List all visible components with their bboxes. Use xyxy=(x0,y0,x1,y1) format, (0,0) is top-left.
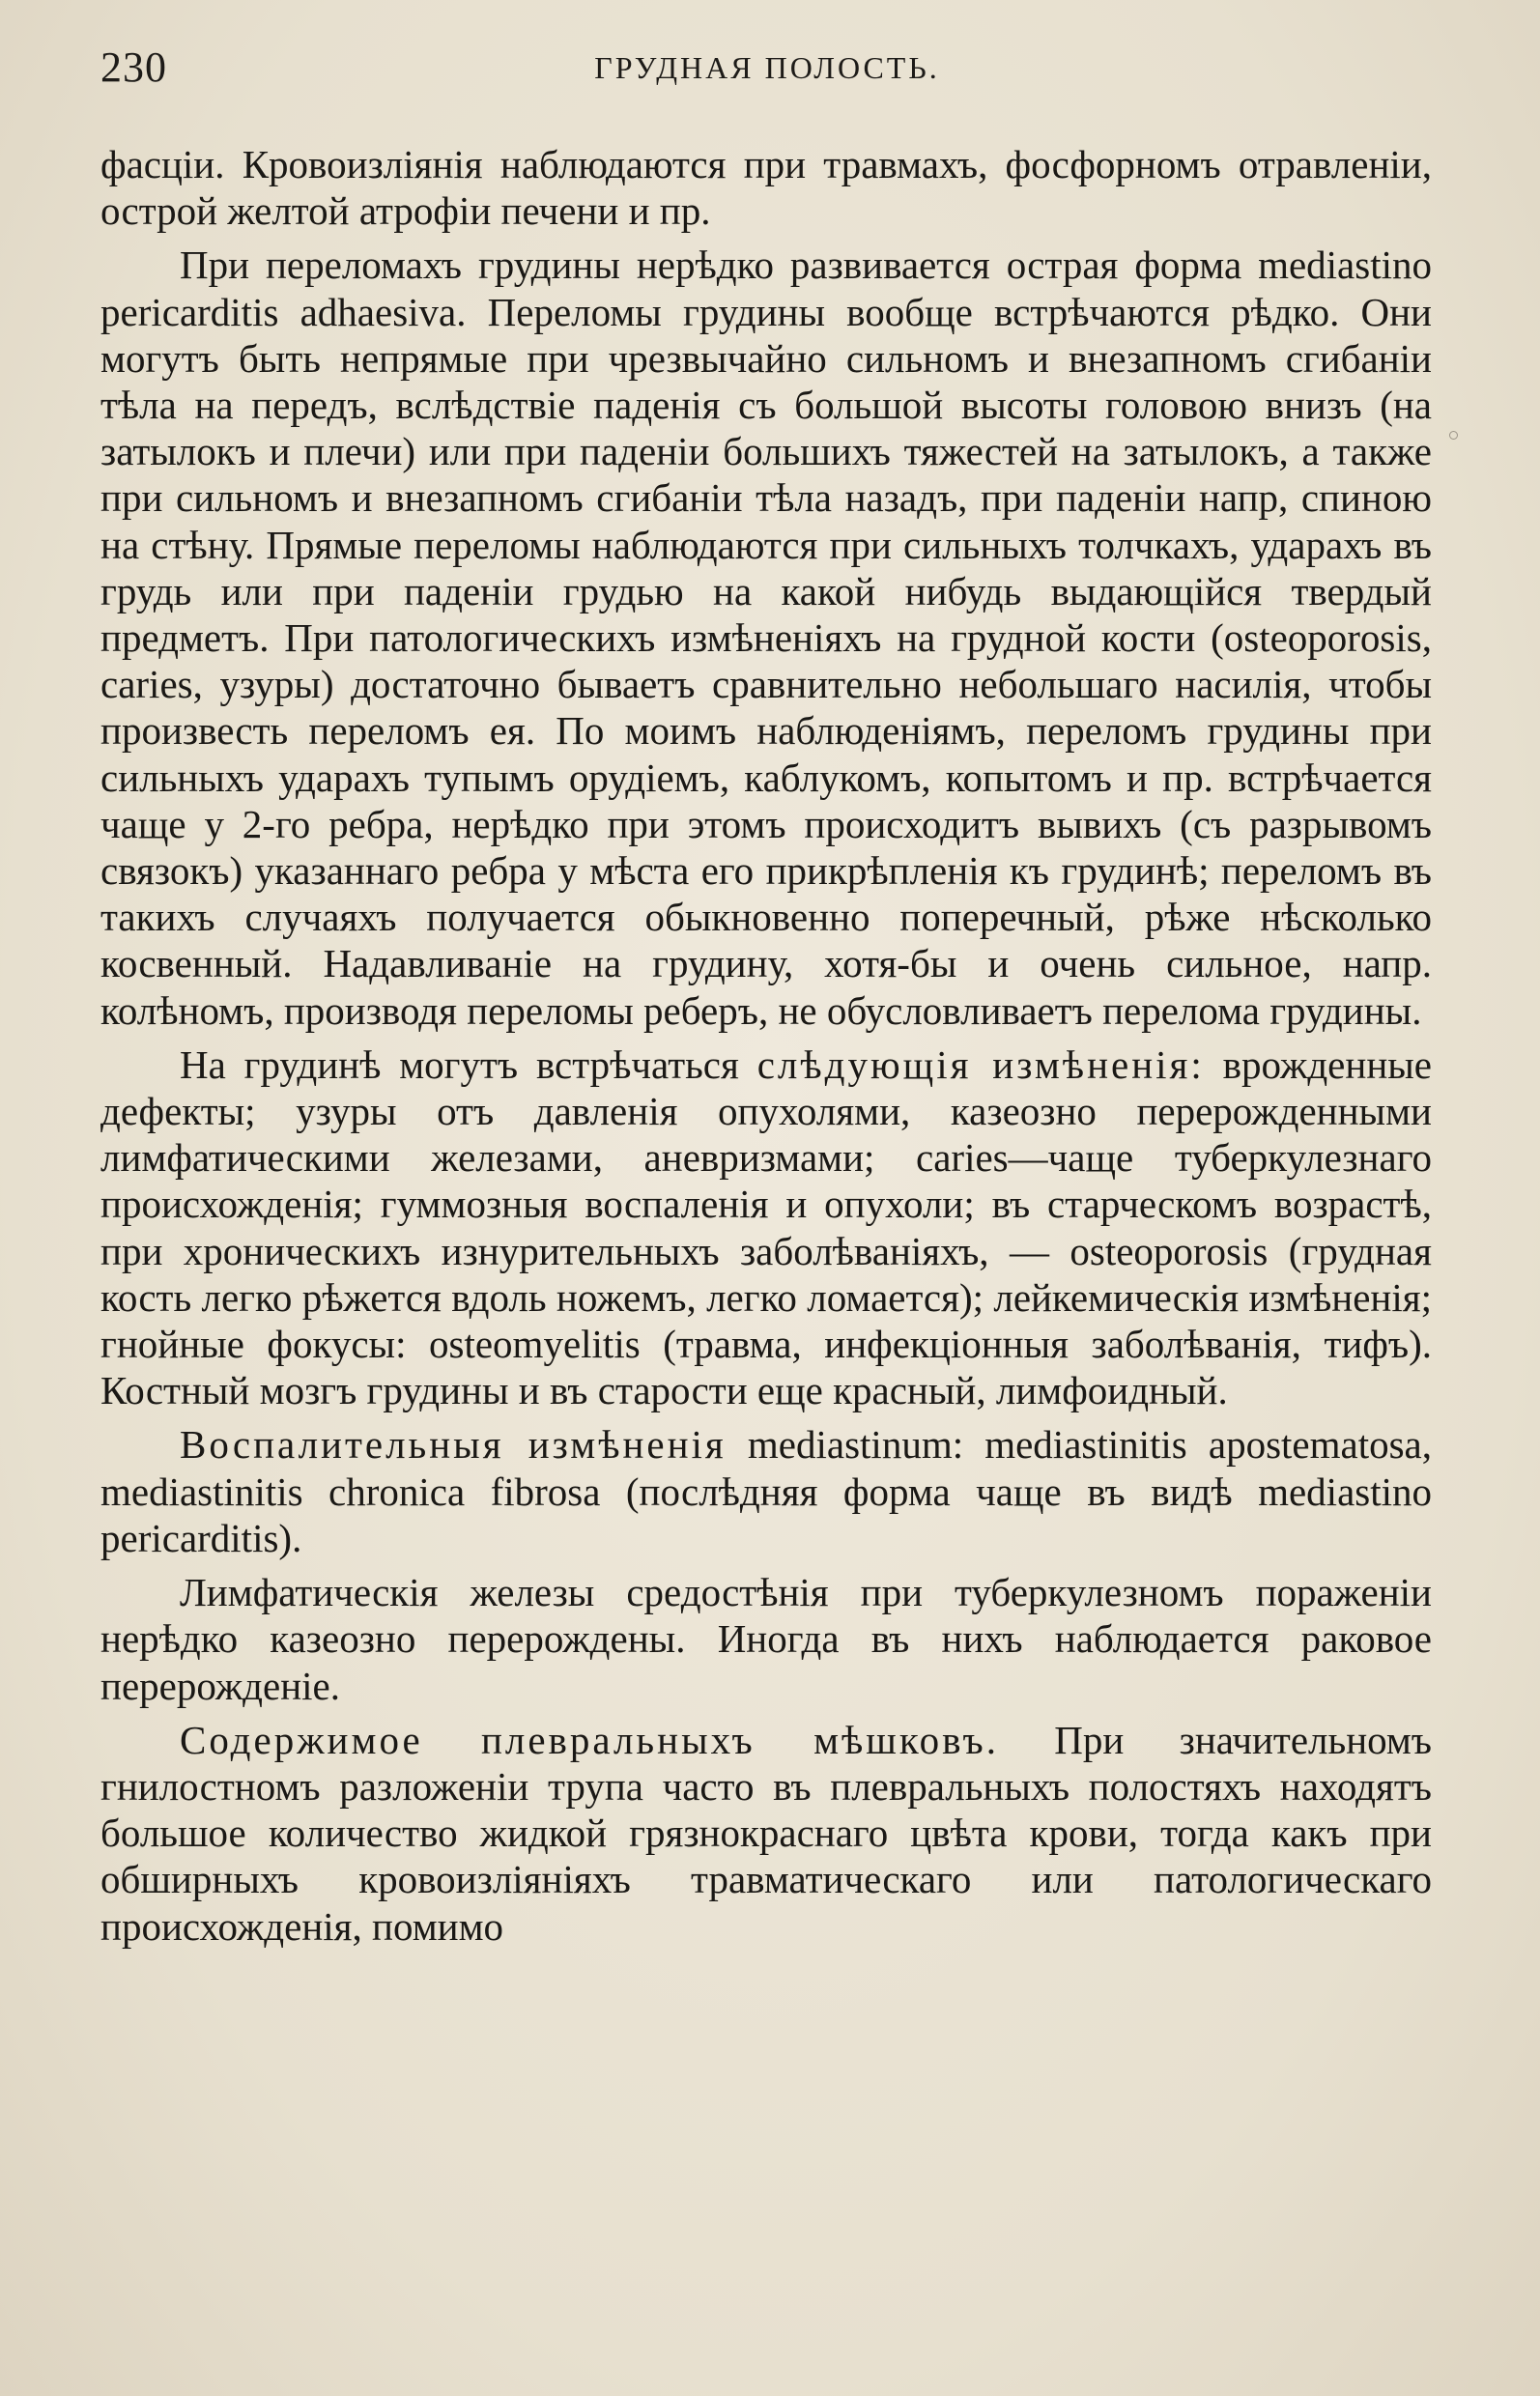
paragraph-text: Лимфатическія железы средостѣнія при туберкулезномъ пораженіи нерѣдко казеозно перерождены. Иногда въ нихъ наблюдается раковое перерожденіе. xyxy=(100,1570,1432,1708)
paragraph-text: mediastinum: mediastinitis apostematosa, mediastinitis chronica fibrosa (послѣдняя форма чаще въ видѣ mediastino pericarditis). xyxy=(100,1422,1432,1560)
paper-speck xyxy=(1449,431,1458,440)
paragraph-text: При значительномъ гнилостномъ разложеніи трупа часто въ плевральныхъ полостяхъ находятъ большое количество жидкой грязнокраснаго цвѣта крови, тогда какъ при обширныхъ кровоизліяніяхъ травматическаго или патологическаго происхожденія, помимо xyxy=(100,1717,1433,1949)
page-header xyxy=(100,43,1434,100)
paragraph xyxy=(100,1041,1432,1414)
paragraph xyxy=(100,141,1432,234)
paragraph-text: При переломахъ грудины нерѣдко развивается острая форма mediastino pericarditis adhaesiva. Переломы грудины вообще встрѣчаются рѣдко. Они могутъ быть непрямые при чрезвычайно сильномъ и внезапномъ сгибаніи тѣла на передъ, вслѣдствіе паденія съ большой высоты головою внизъ (на затылокъ и плечи) или при паденіи большихъ тяжестей на затылокъ, а также при сильномъ и внезапномъ сгибаніи тѣла назадъ, при паденіи напр, спиною на стѣну. Прямые переломы наблюдаются при сильныхъ толчкахъ, ударахъ въ грудь или при паденіи грудью на какой нибудь выдающійся твердый предметъ. При патологическихъ измѣненіяхъ на грудной кости (osteoporosis, caries, узуры) достаточно бываетъ сравнительно небольшаго насилія, чтобы произвесть переломъ ея. По моимъ наблюденіямъ, переломъ грудины при сильныхъ ударахъ тупымъ орудіемъ, каблукомъ, копытомъ и пр. встрѣчается чаще у 2-го ребра, нерѣдко при этомъ происходитъ вывихъ (съ разрывомъ связокъ) указаннаго ребра у мѣста его прикрѣпленія къ грудинѣ; переломъ въ такихъ случаяхъ получается обыкновенно поперечный, рѣже нѣсколько косвенный. Надавливаніе на грудину, хотя-бы и очень сильное, напр. колѣномъ, производя переломы реберъ, не обусловливаетъ перелома грудины. xyxy=(100,242,1432,1033)
page-number: 230 xyxy=(100,43,167,91)
spaced-heading-text: Содержимое плевральныхъ мѣшковъ. xyxy=(180,1717,999,1762)
paragraph xyxy=(100,242,1432,1033)
spaced-heading-text: слѣдующія измѣненія: xyxy=(756,1041,1205,1087)
paragraph xyxy=(100,1569,1432,1709)
paragraph-text: На грудинѣ могутъ встрѣчаться xyxy=(180,1041,757,1087)
body-text xyxy=(100,141,1432,1957)
paragraph xyxy=(100,1717,1432,1950)
paragraph xyxy=(100,1421,1432,1561)
running-title: ГРУДНАЯ ПОЛОСТЬ. xyxy=(594,50,940,85)
spaced-heading-text: Воспалительныя измѣненія xyxy=(180,1422,727,1468)
paragraph-text: врожденные дефекты; узуры отъ давленія опухолями, казеозно перерожденными лимфатическими железами, аневризмами; caries—чаще туберкулезнаго происхожденія; гуммозныя воспаленія и опухоли; въ старческомъ возрастѣ, при хроническихъ изнурительныхъ заболѣваніяхъ, — osteoporosis (грудная кость легко рѣжется вдоль ножемъ, легко ломается); лейкемическія измѣненія; гнойные фокусы: osteomyelitis (травма, инфекціонныя заболѣванія, тифъ). Костный мозгъ грудины и въ старости еще красный, лимфоидный. xyxy=(100,1041,1432,1413)
paragraph-text: фасціи. Кровоизліянія наблюдаются при травмахъ, фосфорномъ отравленіи, острой желтой атрофіи печени и пр. xyxy=(100,142,1432,234)
